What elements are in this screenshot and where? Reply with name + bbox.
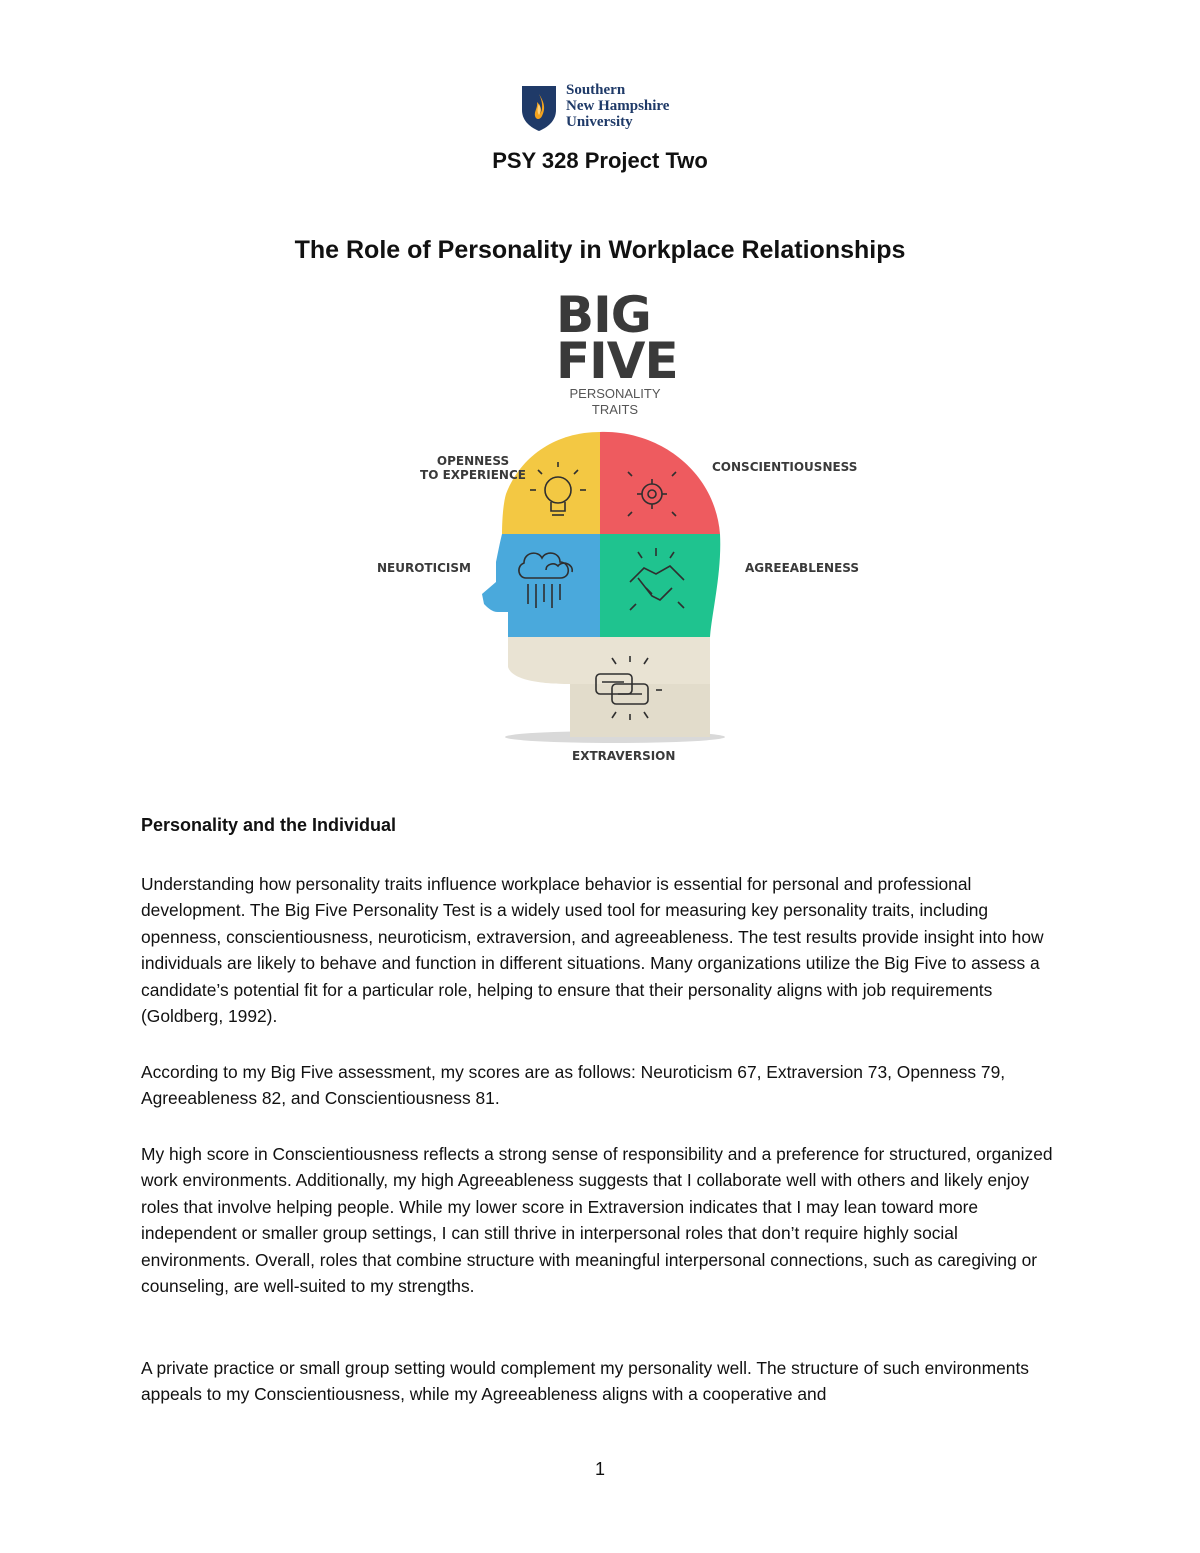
figure-title-big: BIG bbox=[556, 286, 651, 344]
university-logo bbox=[520, 82, 690, 134]
paragraph-3: My high score in Conscientiousness reflects a strong sense of responsibility and a preference for structured, organized work environments. Additionally, my high Agreeableness suggests that I collaborate well with others and likely enjoy roles that involve helping people. While my lower score in Extraversion indicates that I may lean toward more independent or smaller group settings, I can still thrive in interpersonal roles that don’t require highly social environments. Overall, roles that combine structure with meaningful interpersonal connections, such as caregiving or counseling, are well-suited to my strengths. bbox=[141, 1144, 1053, 1297]
logo-line-1: Southern bbox=[566, 82, 626, 98]
label-conscientiousness: CONSCIENTIOUSNESS bbox=[712, 460, 858, 474]
document-title: The Role of Personality in Workplace Relationships bbox=[294, 236, 906, 264]
course-title: PSY 328 Project Two bbox=[492, 148, 708, 173]
logo-line-3: University bbox=[566, 114, 633, 130]
figure-subtitle-line-2: TRAITS bbox=[591, 402, 639, 417]
label-openness bbox=[398, 454, 548, 482]
agreeableness-quadrant bbox=[600, 534, 720, 637]
label-openness-line-1: OPENNESS bbox=[436, 454, 510, 468]
label-neuroticism: NEUROTICISM bbox=[377, 561, 471, 575]
label-agreeableness: AGREEABLENESS bbox=[745, 561, 860, 575]
section-heading: Personality and the Individual bbox=[141, 815, 397, 835]
big-five-figure bbox=[360, 282, 880, 772]
label-openness-line-2: TO EXPERIENCE bbox=[420, 468, 526, 482]
figure-title-five: FIVE bbox=[556, 332, 678, 390]
shield-icon bbox=[520, 84, 558, 132]
figure-subtitle bbox=[550, 386, 680, 418]
neuroticism-quadrant bbox=[482, 534, 600, 637]
figure-subtitle-line-1: PERSONALITY bbox=[569, 386, 661, 401]
paragraph-2: According to my Big Five assessment, my scores are as follows: Neuroticism 67, Extraversion 73, Openness 79, Agreeableness 82, and Conscientiousness 81. bbox=[141, 1062, 1006, 1109]
logo-line-2: New Hampshire bbox=[566, 98, 670, 114]
label-extraversion: EXTRAVERSION bbox=[572, 749, 676, 763]
paragraph-1: Understanding how personality traits influence workplace behavior is essential for personal and professional development. The Big Five Personality Test is a widely used tool for measuring key personality traits, including openness, conscientiousness, neuroticism, extraversion, and agreeableness. The test results provide insight into how individuals are likely to behave and function in different situations. Many organizations utilize the Big Five to assess a candidate’s potential fit for a particular role, helping to ensure that their personality aligns with job requirements (Goldberg, 1992). bbox=[141, 874, 1044, 1027]
openness-quadrant bbox=[502, 432, 600, 534]
paragraph-4: A private practice or small group setting would complement my personality well. The structure of such environments appeals to my Conscientiousness, while my Agreeableness aligns with a cooperative and bbox=[141, 1358, 1029, 1405]
logo-wordmark bbox=[566, 82, 669, 130]
conscientiousness-quadrant bbox=[600, 432, 720, 534]
page-number: 1 bbox=[594, 1459, 605, 1479]
